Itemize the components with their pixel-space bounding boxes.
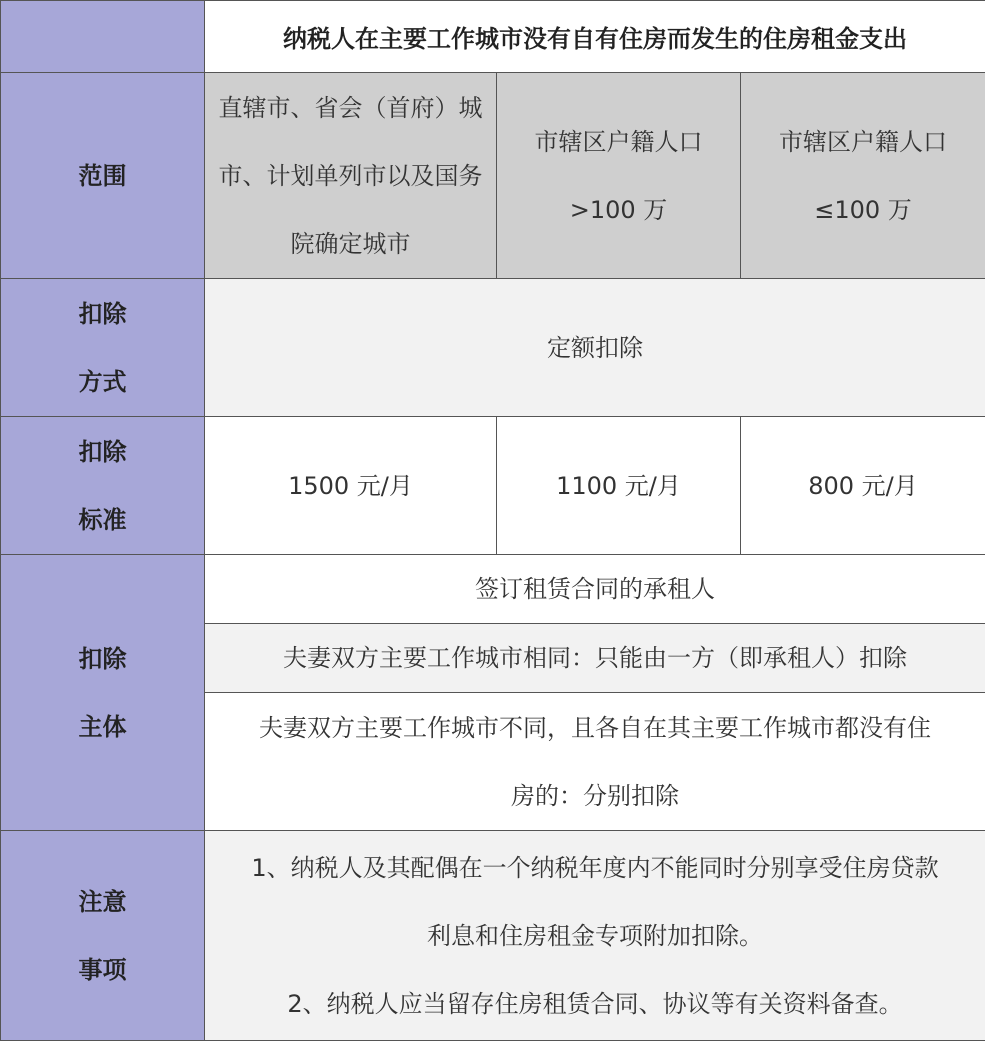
note-1-part-2: 利息和住房租金专项附加扣除。 bbox=[427, 921, 763, 950]
scope-col-2-line-2: >100 万 bbox=[569, 195, 668, 224]
subject-line-3-part-2: 房的：分别扣除 bbox=[511, 781, 679, 810]
subject-header-line-2: 主体 bbox=[78, 712, 127, 741]
note-2: 2、纳税人应当留存住房租赁合同、协议等有关资料备查。 bbox=[287, 989, 903, 1018]
notes-content bbox=[205, 831, 985, 1041]
standard-col-3: 800 元/月 bbox=[741, 417, 985, 555]
subject-line-3 bbox=[205, 693, 985, 831]
subject-header bbox=[1, 555, 205, 831]
standard-header bbox=[1, 417, 205, 555]
standard-col-2: 1100 元/月 bbox=[497, 417, 741, 555]
method-row bbox=[1, 279, 985, 417]
method-header-line-1: 扣除 bbox=[78, 299, 127, 328]
title-row bbox=[1, 1, 985, 73]
standard-header-line-2: 标准 bbox=[78, 505, 127, 534]
subject-row-1 bbox=[1, 555, 985, 624]
notes-row bbox=[1, 831, 985, 1041]
standard-col-1: 1500 元/月 bbox=[205, 417, 497, 555]
scope-col-3-line-2: ≤100 万 bbox=[814, 195, 912, 224]
scope-header-text: 范围 bbox=[78, 161, 127, 190]
subject-line-2: 夫妻双方主要工作城市相同：只能由一方（即承租人）扣除 bbox=[205, 624, 985, 693]
scope-col-1-line-2: 市、计划单列市以及国务 bbox=[218, 161, 483, 190]
corner-cell bbox=[1, 1, 205, 73]
scope-col-1-line-3: 院确定城市 bbox=[290, 229, 411, 258]
notes-header-line-2: 事项 bbox=[78, 955, 127, 984]
scope-col-3-line-1: 市辖区户籍人口 bbox=[779, 127, 947, 156]
standard-row bbox=[1, 417, 985, 555]
scope-col-3 bbox=[741, 73, 985, 279]
scope-col-1-line-1: 直辖市、省会（首府）城 bbox=[218, 93, 483, 122]
subject-line-3-part-1: 夫妻双方主要工作城市不同，且各自在其主要工作城市都没有住 bbox=[259, 713, 931, 742]
method-header bbox=[1, 279, 205, 417]
table-title: 纳税人在主要工作城市没有自有住房而发生的住房租金支出 bbox=[205, 1, 985, 73]
method-value: 定额扣除 bbox=[205, 279, 985, 417]
scope-col-1 bbox=[205, 73, 497, 279]
standard-header-line-1: 扣除 bbox=[78, 437, 127, 466]
scope-header bbox=[1, 73, 205, 279]
subject-header-line-1: 扣除 bbox=[78, 644, 127, 673]
notes-header-line-1: 注意 bbox=[78, 887, 127, 916]
note-1-part-1: 1、纳税人及其配偶在一个纳税年度内不能同时分别享受住房贷款 bbox=[251, 853, 939, 882]
scope-col-2 bbox=[497, 73, 741, 279]
method-header-line-2: 方式 bbox=[78, 367, 127, 396]
notes-header bbox=[1, 831, 205, 1041]
subject-line-1: 签订租赁合同的承租人 bbox=[205, 555, 985, 624]
scope-col-2-line-1: 市辖区户籍人口 bbox=[534, 127, 703, 156]
scope-row bbox=[1, 73, 985, 279]
